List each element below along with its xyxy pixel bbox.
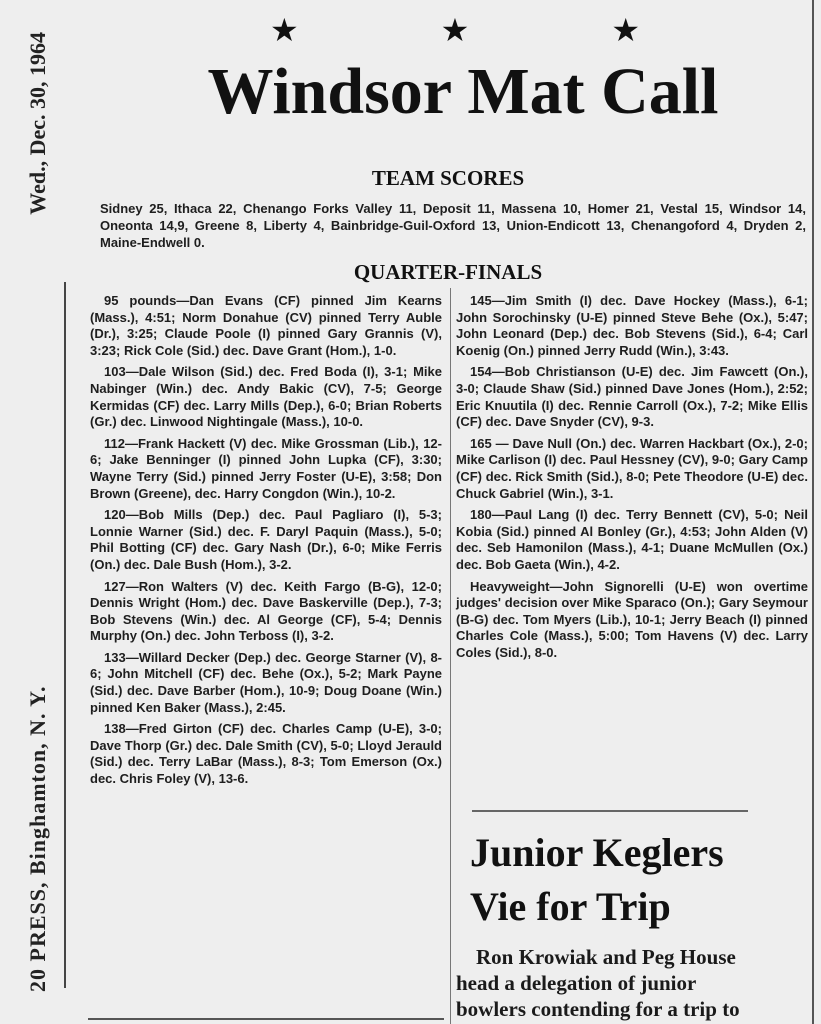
- article-line: Ron Krowiak and Peg House: [476, 945, 736, 969]
- dateline-publication: 20 PRESS, Binghamton, N. Y.: [25, 685, 50, 992]
- result-paragraph: 120—Bob Mills (Dep.) dec. Paul Pagliaro (I), 5-3; Lonnie Warner (Sid.) dec. F. Daryl Paquin (Mass.), 5-0; Phil Botting (CF) dec. Gary Nash (Dr.), 6-0; Mike Ferris (On.) dec. Dale Bush (Hom.), 3-2.: [90, 507, 442, 572]
- result-paragraph: 103—Dale Wilson (Sid.) dec. Fred Boda (I), 3-1; Mike Nabinger (Win.) dec. Andy Bakic (CV), 7-5; George Kermidas (CF) dec. Larry Mills (Dep.), 6-0; Brian Roberts (Gr.) dec. Linwood Nightingale (Mass.), 10-0.: [90, 364, 442, 430]
- keglers-headline: [470, 826, 810, 934]
- keglers-article-body: [456, 944, 808, 1022]
- result-paragraph: 145—Jim Smith (I) dec. Dave Hockey (Mass.), 6-1; John Sorochinsky (U-E) pinned Steve Behe (Ox.), 5:47; John Leonard (Dep.) dec. Bob Stevens (Sid.), 6-4; Carl Koenig (On.) pinned Jerry Rudd (Win.), 3:43.: [456, 293, 808, 358]
- result-paragraph: 95 pounds—Dan Evans (CF) pinned Jim Kearns (Mass.), 4:51; Norm Donahue (CV) pinned Terry Auble (Dr.), 3:25; Claude Poole (I) pinned Gary Grannis (V), 3:23; Rick Cole (Sid.) dec. Dave Grant (Hom.), 1-0.: [90, 293, 442, 358]
- result-paragraph: 127—Ron Walters (V) dec. Keith Fargo (B-G), 12-0; Dennis Wright (Hom.) dec. Dave Baskerville (Dep.), 7-3; Bob Stevens (Win.) dec. Al George (CF), 5-4; Dennis Murphy (On.) dec. John Terboss (I), 3-2.: [90, 578, 442, 644]
- page-edge-rule: [812, 0, 814, 1024]
- result-paragraph: 133—Willard Decker (Dep.) dec. George Starner (V), 8-6; John Mitchell (CF) dec. Behe (Ox.), 5-2; Mark Payne (Sid.) dec. Dave Barber (Hom.), 10-9; Doug Doane (Win.) pinned Ken Baker (Mass.), 2:45.: [90, 649, 442, 715]
- result-paragraph: 180—Paul Lang (I) dec. Terry Bennett (CV), 5-0; Neil Kobia (Sid.) pinned Al Bonley (Gr.), 4:53; John Alden (V) dec. Seb Hamonilon (Mass.), 4-1; Duane McMullen (Ox.) dec. Bob Gaeta (Win.), 4-2.: [456, 507, 808, 572]
- team-scores-text: Sidney 25, Ithaca 22, Chenango Forks Valley 11, Deposit 11, Massena 10, Homer 21, Vestal 15, Windsor 14, Oneonta 14,9, Greene 8, Liberty 4, Bainbridge-Guil-Oxford 13, Union-Endicott 13, Chenangoford 4, Dryden 2, Maine-Endwell 0.: [100, 201, 806, 250]
- keglers-headline-line: Vie for Trip: [470, 884, 671, 929]
- section-rule: [472, 810, 748, 812]
- headline: Windsor Mat Call: [207, 55, 719, 128]
- star-icon: ★: [440, 11, 470, 49]
- team-scores-heading: TEAM SCORES: [371, 166, 525, 190]
- result-paragraph: 154—Bob Christianson (U-E) dec. Jim Fawcett (On.), 3-0; Claude Shaw (Sid.) pinned Dave Jones (Hom.), 2:52; Eric Knuutila (I) dec. Rennie Carroll (Ox.), 7-2; Mike Ellis (CF) dec. Dave Snyder (CV), 9-3.: [456, 364, 808, 430]
- side-dateline: [20, 32, 56, 992]
- bottom-rule: [88, 1018, 444, 1020]
- result-paragraph: 165 — Dave Null (On.) dec. Warren Hackbart (Ox.), 2-0; Mike Carlison (I) dec. Paul Hessney (CV), 9-0; Gary Camp (CF) dec. Rick Smith (Sid.), 8-0; Pete Theodore (U-E) dec. Chuck Gabriel (Win.), 3-1.: [456, 435, 808, 501]
- quarter-finals-heading: QUARTER-FINALS: [353, 260, 543, 284]
- result-paragraph: Heavyweight—John Signorelli (U-E) won overtime judges' decision over Mike Sparaco (On.); Gary Seymour (B-G) dec. Tom Myers (Lib.), 10-1; Jerry Beach (I) pinned Charles Cole (Mass.), 5:00; Tom Havens (V) dec. Larry Coles (Sid.), 8-0.: [456, 578, 808, 660]
- star-icon: ★: [611, 11, 640, 49]
- article-line: head a delegation of junior: [456, 971, 697, 995]
- result-paragraph: 112—Frank Hackett (V) dec. Mike Grossman (Lib.), 12-6; Jake Benninger (I) pinned John Lupka (CF), 3:30; Wayne Terry (Sid.) pinned Jerry Foster (U-E), 3:58; Don Brown (Greene), dec. Harry Congdon (Win.), 10-2.: [90, 435, 442, 501]
- results-column-left: [90, 293, 442, 793]
- results-column-right: [456, 293, 808, 666]
- star-icon: ★: [270, 11, 299, 49]
- column-divider: [450, 288, 451, 1024]
- left-column-rule: [64, 282, 66, 988]
- result-paragraph: 138—Fred Girton (CF) dec. Charles Camp (U-E), 3-0; Dave Thorp (Gr.) dec. Dale Smith (CV), 5-0; Lloyd Jerauld (Sid.) dec. Terry LaBar (Mass.), 8-3; Tom Emerson (Ox.) dec. Chris Foley (V), 13-6.: [90, 721, 442, 787]
- keglers-headline-line: Junior Keglers: [470, 830, 724, 875]
- dateline-date: Wed., Dec. 30, 1964: [25, 32, 50, 215]
- article-line: bowlers contending for a trip to: [456, 997, 740, 1021]
- header-stars: [270, 11, 640, 49]
